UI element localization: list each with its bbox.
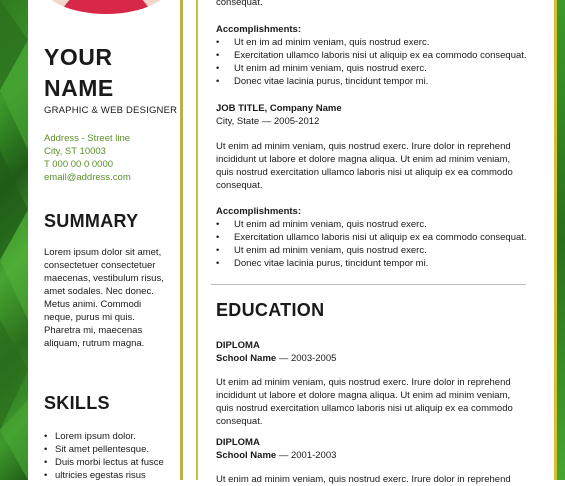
accomplishment-item: • Exercitation ullamco laboris nisi ut aliquip ex ea commodo consequat. [216,49,527,62]
summary-line: Lorem ipsum dolor sit amet, [44,247,162,258]
education-description-line: quis nostrud exercitation ullamco laboris nisi ut aliquip ex ea commodo [216,403,513,414]
email-link[interactable]: email@address.com [44,172,131,183]
experience-fragment: consequat. [216,0,263,8]
job-description-line: consequat. [216,180,263,191]
contact-block [44,132,131,184]
job-description-line: incididunt ut labore et dolore magna aliqua. Ut enim ad minim veniam, [216,154,511,165]
accomplishments-label: Accomplishments: [216,206,301,217]
name-line-2: NAME [44,75,114,101]
accomplishment-item: • Ut enim ad minim veniam, quis nostrud exerc. [216,218,527,231]
skill-item: • Lorem ipsum dolor. [44,430,164,443]
address-line: Address - Street line [44,133,131,144]
phone-line: T 000 00 0 0000 [44,159,114,170]
city-line: City, ST 10003 [44,146,106,157]
summary-text [44,246,172,350]
summary-heading: SUMMARY [44,211,139,231]
accomplishments-label: Accomplishments: [216,24,301,35]
accomplishment-item: • Ut enim ad minim veniam, quis nostrud exerc. [216,62,527,75]
right-green-edge [557,0,565,480]
skill-item: • ultricies egestas risus [44,469,164,482]
skills-list [44,430,164,482]
job-role: GRAPHIC & WEB DESIGNER [44,105,178,116]
name-line-1: YOUR [44,44,113,70]
school-line [216,449,336,462]
accomplishment-item: • Donec vitae lacinia purus, tincidunt tempor mi. [216,257,527,270]
job-description-line: quis nostrud exercitation ullamco laboris nisi ut aliquip ex ea commodo [216,167,513,178]
summary-line: consectetuer consectetuer [44,260,156,271]
accomplishment-item: • Exercitation ullamco laboris nisi ut aliquip ex ea commodo consequat. [216,231,527,244]
education-description [216,376,513,428]
sidebar-gold-edge [180,0,183,480]
section-divider [211,284,526,285]
accomplishments-list [216,218,527,270]
education-description-line: Ut enim ad minim veniam, quis nostrud exerc. Irure dolor in reprehend [216,377,511,388]
school-name: School Name [216,353,277,364]
school-line [216,352,336,365]
school-years: — 2001-2003 [276,450,337,461]
summary-line: maecenas, vestibulum risus, [44,273,164,284]
school-years: — 2003-2005 [276,353,337,364]
green-decorative-strip [0,0,28,480]
polygon-pattern [0,0,28,480]
education-description-line: consequat. [216,416,263,427]
skill-item: • Sit amet pellentesque. [44,443,164,456]
summary-line: aliquam, rutrum magna. [44,338,145,349]
name-heading [44,42,114,104]
skills-heading: SKILLS [44,393,110,413]
accomplishment-item: • Ut enim ad minim veniam, quis nostrud exerc. [216,244,527,257]
summary-line: amet sodales. Nec donec. [44,286,154,297]
education-description-line: Ut enim ad minim veniam, quis nostrud exerc. Irure dolor in reprehend [216,474,511,485]
main-gold-border [196,0,198,480]
accomplishments-list [216,36,527,88]
degree-title: DIPLOMA [216,437,260,448]
job-title: JOB TITLE, Company Name [216,103,342,114]
summary-line: Metus animi. Commodi [44,299,142,310]
job-description [216,140,513,192]
degree-title: DIPLOMA [216,340,260,351]
accomplishment-item: • Ut en im ad minim veniam, quis nostrud exerc. [216,36,527,49]
job-meta: City, State — 2005-2012 [216,116,320,127]
summary-line: neque, purus mi quis. [44,312,135,323]
skill-item: • Duis morbi lectus at fusce [44,456,164,469]
education-description-line: incididunt ut labore et dolore magna aliqua. Ut enim ad minim veniam, [216,390,511,401]
job-description-line: Ut enim ad minim veniam, quis nostrud exerc. Irure dolor in reprehend [216,141,511,152]
summary-line: Pharetra mi, maecenas [44,325,143,336]
education-heading: EDUCATION [216,300,325,320]
accomplishment-item: • Donec vitae lacinia purus, tincidunt tempor mi. [216,75,527,88]
school-name: School Name [216,450,277,461]
